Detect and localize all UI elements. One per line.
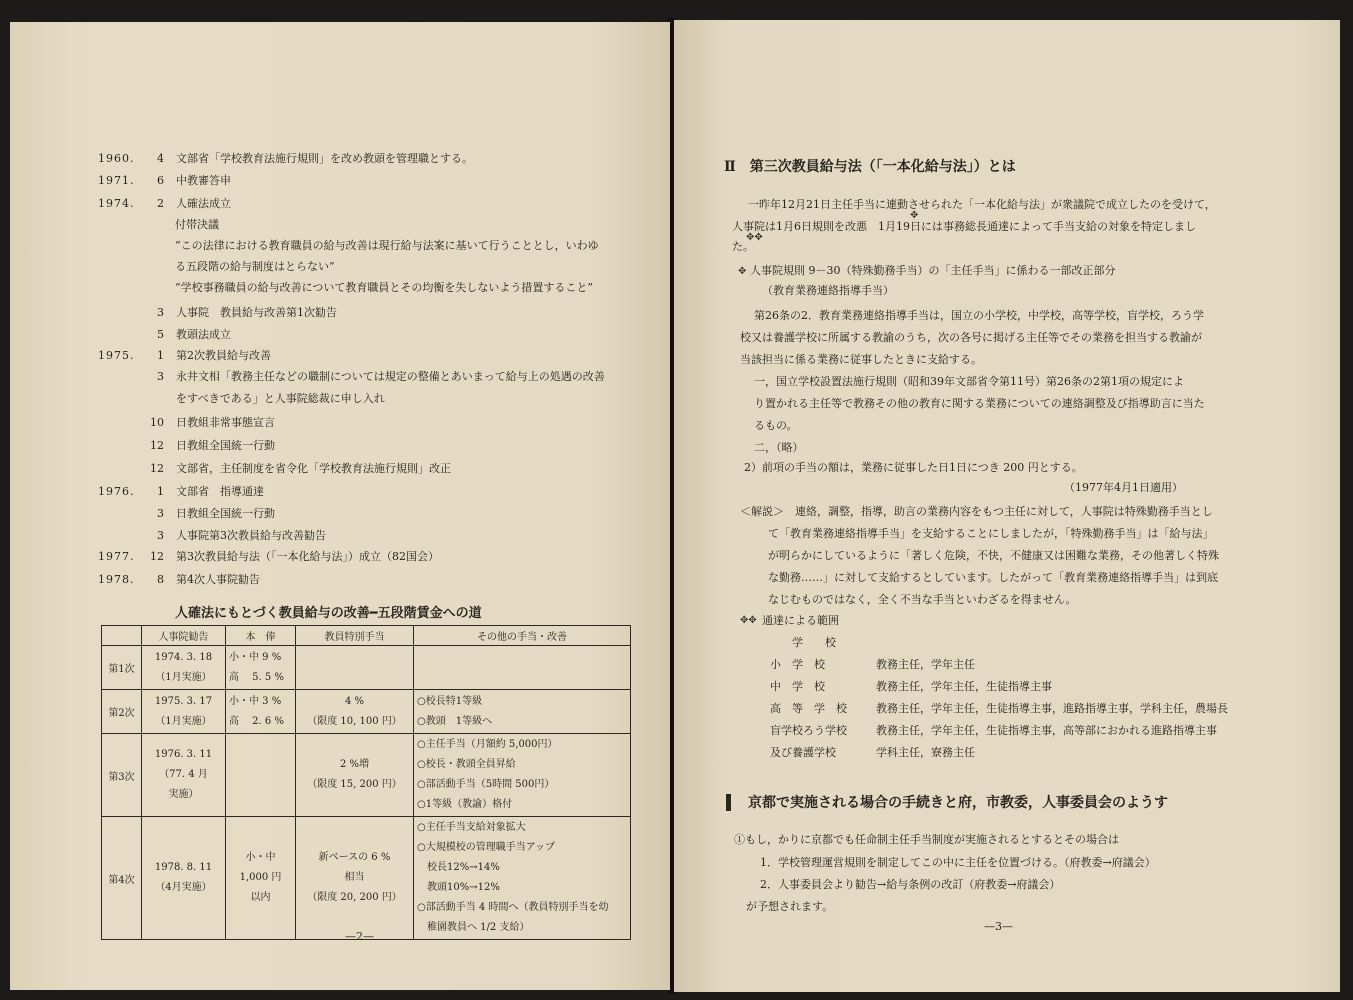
timeline-year: 1975.	[98, 349, 135, 362]
timeline-text: 第4次人事院勧告	[176, 573, 260, 586]
other-cell	[414, 690, 631, 734]
commentary-line: なじむものではなく，全く不当な手当といわざるを得ません。	[768, 593, 1077, 606]
scope-roles: 学科主任，寮務主任	[876, 746, 975, 759]
intro-line: た。	[732, 240, 754, 253]
section3-item: 2．人事委員会より勧告→給与条例の改訂（府教委→府議会）	[760, 878, 1061, 891]
rule-subheading: （教育業務連絡指導手当）	[762, 284, 894, 297]
cell-line: ○教頭 1等級へ	[417, 715, 493, 727]
honpo-cell	[226, 646, 296, 690]
timeline-text: 第3次教員給与法（「一本化給与法」）成立（82国会）	[176, 550, 439, 563]
cell-line: 高 2. 6 %	[229, 715, 284, 727]
tokubetsu-cell	[296, 646, 414, 690]
cell-line: ○部活動手当（5時間 500円）	[417, 779, 555, 790]
row-label: 第3次	[102, 734, 142, 817]
cell-line: （1月実施）	[155, 671, 212, 683]
amount-line: 2）前項の手当の額は，業務に従事した日1日につき 200 円とする。	[744, 461, 1083, 474]
scope-column-header: 学 校	[792, 636, 836, 649]
timeline-month: 12	[150, 439, 164, 452]
timeline-text: 日教組全国統一行動	[176, 439, 275, 452]
timeline-month: 8	[157, 573, 164, 586]
page-number: —3—	[984, 920, 1013, 933]
timeline-month: 5	[157, 328, 164, 341]
timeline-month: 3	[157, 306, 164, 319]
section3-item: 1．学校管理運営規則を制定してこの中に主任を位置づける。（府教委→府議会）	[760, 856, 1156, 869]
timeline-month: 12	[150, 550, 164, 563]
cell-line: 高 5. 5 %	[229, 671, 284, 683]
commentary-line: な勤務……」に対して支給するとしています。したがって「教育業務連絡指導手当」は到底	[768, 571, 1219, 584]
cell-line: 1974. 3. 18	[154, 651, 213, 663]
item1-line: り置かれる主任等で教務その他の教育に関する業務についての連絡調整及び指導助言に当た	[754, 397, 1205, 410]
commentary-line: て「教育業務連絡指導手当」を支給することにしましたが，「特殊勤務手当」は「給与法」	[768, 527, 1214, 540]
section2-title: Ⅱ 第三次教員給与法（「一本化給与法」）とは	[724, 159, 1016, 175]
table-row	[102, 817, 631, 940]
timeline-text: 日教組非常事態宣言	[176, 416, 275, 429]
timeline-year: 1974.	[98, 197, 135, 210]
section-marker	[726, 794, 731, 811]
cell-line: ○部活動手当 4 時間へ（教員特別手当を幼	[417, 902, 609, 913]
commentary-line: が明らかにしているように「著しく危険，不快，不健康又は困難な業務，その他著しく特殊	[768, 549, 1219, 562]
cell-line: （限度 10, 100 円）	[307, 715, 402, 727]
table-header-cell: その他の手当・改善	[414, 626, 631, 646]
cell-line: ○主任手当支給対象拡大	[417, 822, 526, 833]
timeline-text: る五段階の給与制度はとらない”	[175, 260, 335, 273]
section3-title: 京都で実施される場合の手続きと府，市教委，人事委員会のようす	[748, 795, 1168, 811]
mark-icon: ✥	[910, 210, 919, 221]
honpo-cell	[226, 817, 296, 940]
section3-intro: ①もし，かりに京都でも任命制主任手当制度が実施されるとするとその場合は	[734, 833, 1119, 846]
timeline-text: 文部省，主任制度を省令化「学校教育法施行規則」改正	[176, 462, 451, 475]
cell-line: ○校長・教頭全員昇給	[417, 759, 516, 770]
timeline-text: 教頭法成立	[176, 328, 231, 341]
scope-roles: 教務主任，学年主任，生徒指導主事，進路指導主事，学科主任，農場長	[876, 702, 1228, 715]
right-page	[674, 20, 1340, 992]
timeline-text: 第2次教員給与改善	[176, 349, 271, 362]
cell-line: ○1等級（教諭）格付	[417, 799, 513, 810]
table-header-cell: 本 俸	[226, 626, 296, 646]
timeline-text: をすべきである」と人事院総裁に申し入れ	[176, 392, 385, 405]
timeline-month: 2	[157, 197, 164, 210]
timeline-text: 人事院 教員給与改善第1次勧告	[176, 306, 337, 319]
timeline-month: 3	[157, 507, 164, 520]
table-header-cell: 教員特別手当	[296, 626, 414, 646]
scope-school: 小 学 校	[770, 658, 825, 671]
scope-school: 盲学校ろう学校	[770, 724, 847, 737]
rule-heading: 人事院規則 9－30（特殊勤務手当）の「主任手当」に係わる一部改正部分	[750, 264, 1116, 277]
timeline-month: 1	[157, 349, 164, 362]
timeline-month: 6	[157, 174, 164, 187]
cell-line: 1978. 8. 11	[154, 862, 213, 873]
timeline-text: 永井文相「教務主任などの職制については規定の整備とあいまって給与上の処遇の改善	[176, 370, 605, 383]
timeline-year: 1960.	[98, 152, 135, 165]
intro-line: 人事院は1月6日規則を改悪 1月19日には事務総長通達によって手当支給の対象を特定しまし	[732, 220, 1196, 233]
item2-line: 二，（略）	[754, 441, 804, 454]
scope-heading: 通達による範囲	[762, 614, 839, 627]
cell-line: （限度 15, 200 円）	[307, 779, 402, 790]
timeline-text: 中教審答申	[176, 174, 231, 187]
table-header-row	[102, 626, 631, 646]
timeline-month: 3	[157, 370, 164, 383]
cell-line: 校長12%→14%	[417, 862, 500, 873]
article-line: 第26条の2．教育業務連絡指導手当は，国立の小学校，中学校，高等学校，盲学校，ろう学	[754, 309, 1204, 322]
tokubetsu-cell	[296, 690, 414, 734]
table-row	[102, 734, 631, 817]
timeline-text: 付帯決議	[175, 218, 219, 231]
cell-line: ○大規模校の管理職手当アップ	[417, 842, 556, 853]
cell-line: （1月実施）	[155, 715, 212, 727]
honpo-cell	[226, 734, 296, 817]
scope-school: 及び養護学校	[770, 746, 836, 759]
scope-roles: 教務主任，学年主任，生徒指導主事	[876, 680, 1052, 693]
row-label: 第2次	[102, 690, 142, 734]
section3-end: が予想されます。	[746, 900, 834, 913]
scope-school: 中 学 校	[770, 680, 825, 693]
mark-icon: ✥✥	[746, 232, 763, 243]
cell-line: ○主任手当（月額約 5,000円）	[417, 739, 558, 750]
row-label: 第4次	[102, 817, 142, 940]
timeline-month: 10	[150, 416, 164, 429]
timeline-text: 文部省「学校教育法施行規則」を改め教頭を管理職とする。	[176, 152, 473, 165]
cell-line: （限度 20, 200 円）	[307, 892, 402, 903]
honpo-cell	[226, 690, 296, 734]
timeline-text: 人事院第3次教員給与改善勧告	[176, 529, 326, 542]
table-title: 人確法にもとづく教員給与の改善━五段階賃金への道	[175, 606, 482, 621]
cell-line: 1976. 3. 11	[154, 749, 213, 760]
salary-table	[101, 625, 631, 940]
table-row	[102, 690, 631, 734]
timeline-year: 1971.	[98, 174, 135, 187]
cell-line: ○校長特1等級	[417, 695, 483, 707]
tokubetsu-cell	[296, 734, 414, 817]
row-label: 第1次	[102, 646, 142, 690]
article-line: 当該担当に係る業務に従事したときに支給する。	[740, 353, 982, 366]
kankoku-cell	[142, 646, 226, 690]
timeline-year: 1977.	[98, 550, 135, 563]
scope-roles: 教務主任，学年主任，生徒指導主事，高等部におかれる進路指導主事	[876, 724, 1217, 737]
cell-line: 2 %増	[339, 759, 370, 770]
mark-icon: ✥	[738, 266, 747, 277]
effective-date: （1977年4月1日適用）	[1064, 481, 1183, 494]
kankoku-cell	[142, 817, 226, 940]
timeline-year: 1976.	[98, 485, 135, 498]
mark-icon: ✥✥	[740, 615, 757, 626]
cell-line: 以内	[250, 892, 271, 903]
cell-line: 新ベースの 6 %	[318, 852, 391, 863]
item1-line: るもの。	[754, 419, 798, 432]
kankoku-cell	[142, 734, 226, 817]
cell-line: 稚園教員へ 1/2 支給）	[417, 922, 530, 933]
scope-roles: 教務主任，学年主任	[876, 658, 975, 671]
scope-school: 高 等 学 校	[770, 702, 847, 715]
cell-line: 実施）	[168, 789, 199, 800]
cell-line: 小・中 9 %	[229, 651, 282, 663]
timeline-text: “学校事務職員の給与改善について教育職員とその均衡を失しないよう措置すること”	[175, 281, 594, 294]
cell-line: 1975. 3. 17	[154, 695, 213, 707]
timeline-text: 日教組全国統一行動	[176, 507, 275, 520]
timeline-month: 4	[157, 152, 164, 165]
article-line: 校又は養護学校に所属する教諭のうち，次の各号に掲げる主任等でその業務を担当する教諭が	[740, 331, 1202, 344]
other-cell	[414, 817, 631, 940]
other-cell	[414, 646, 631, 690]
other-cell	[414, 734, 631, 817]
timeline-text: 人確法成立	[176, 197, 231, 210]
timeline-month: 1	[157, 485, 164, 498]
intro-line: 一昨年12月21日主任手当に連動させられた「一本化給与法」が衆議院で成立したのを受けて，	[748, 198, 1216, 211]
kankoku-cell	[142, 690, 226, 734]
cell-line: 教頭10%→12%	[417, 882, 500, 893]
timeline-month: 3	[157, 529, 164, 542]
cell-line: （77. 4 月	[159, 769, 208, 780]
tokubetsu-cell	[296, 817, 414, 940]
cell-line: 小・中 3 %	[229, 695, 282, 707]
timeline-text: 文部省 指導通達	[176, 485, 264, 498]
timeline-month: 12	[150, 462, 164, 475]
timeline-text: “この法律における教育職員の給与改善は現行給与法案に基いて行うこととし，いわゆ	[175, 239, 599, 252]
left-page	[10, 22, 670, 990]
table-header-cell: 人事院勧告	[142, 626, 226, 646]
cell-line: 相当	[344, 872, 365, 883]
cell-line: 1,000 円	[239, 872, 282, 883]
timeline-year: 1978.	[98, 573, 135, 586]
cell-line: 小・中	[245, 852, 276, 863]
table-header-cell	[102, 626, 142, 646]
cell-line: （4月実施）	[155, 882, 212, 893]
cell-line: 4 %	[344, 695, 365, 707]
table-row	[102, 646, 631, 690]
item1-line: 一，国立学校設置法施行規則（昭和39年文部省令第11号）第26条の2第1項の規定によ	[754, 375, 1184, 388]
commentary-line: ＜解説＞ 連絡，調整，指導，助言の業務内容をもつ主任に対して，人事院は特殊勤務手当とし	[740, 505, 1213, 518]
page-number: —2—	[345, 930, 374, 943]
